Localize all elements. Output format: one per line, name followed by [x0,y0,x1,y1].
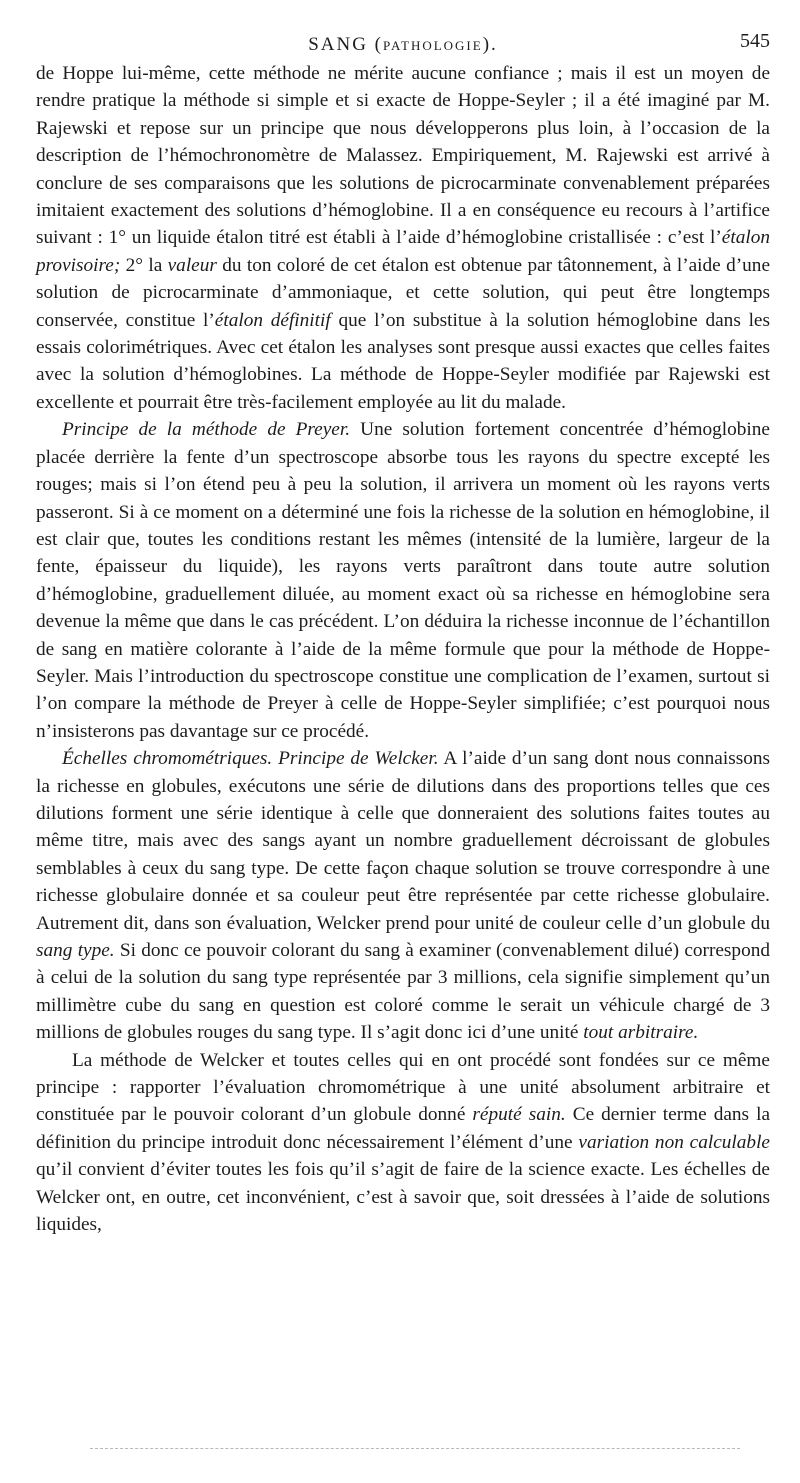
running-head [36,0,770,60]
page-number: 545 [740,30,770,52]
p2-text: Une solution fortement concentrée d’hémoglobine placée derrière la fente d’un spectroscope absorbe tous les rayons du spectre excepté les rouges; mais si l’on étend peu à peu la solution, il arrivera un moment où les rayons verts passeront. Si à ce moment on a déterminé une fois la richesse de la solution en hémoglobine, il est clair que, toutes les conditions restant les mêmes (intensité de la lumière, largeur de la fente, épaisseur du liquide), les rayons verts paraîtront dans toute autre solution d’hémoglobine, graduellement diluée, au moment exact où sa richesse en hémoglobine sera devenue la même que dans le cas précédent. L’on déduira la richesse inconnue de l’échantillon de sang en matière colorante à l’aide de la même formule que pour la méthode de Hoppe-Seyler. Mais l’introduction du spectroscope constitue une complication de l’examen, surtout si l’on compare la méthode de Preyer à celle de Hoppe-Seyler simplifiée; c’est pourquoi nous n’insisterons pas davantage sur ce procédé. [36,419,770,742]
p1-italic-valeur: valeur [167,254,217,276]
section-heading-preyer: Principe de la méthode de Preyer. [62,419,351,441]
p4-italic-variation-non-calculable: variation non calculable [578,1131,770,1153]
p4-text-3: qu’il convient d’éviter toutes les fois qu’il s’agit de faire de la science exacte. Les échelles de Welcker ont, en outre, cet inconvénient, c’est à savoir que, soit dressées à l’aide de solutions liquides, [36,1159,770,1236]
p1-text-2: 2° la [120,254,168,276]
p1-italic-etalon-definitif: étalon définitif [214,309,331,331]
p1-text-3: du ton coloré de cet étalon est obtenue par tâtonnement, à l’aide d’une solution de picrocarminate d’ammoniaque, et cette solution, qui peut être longtemps conservée, constitue l’ [36,254,770,331]
p4-text-1: La méthode de Welcker et toutes celles qui en ont procédé sont fondées sur ce même principe : rapporter l’évaluation chromométrique à une unité absolument arbitraire et constituée par le pouvoir colorant d’un globule donné [36,1049,770,1126]
paragraph-welcker [36,745,770,1046]
p4-text-2: Ce dernier terme dans la définition du principe introduit donc nécessairement l’élément d’une [36,1104,771,1153]
p3-italic-tout-arbitraire: tout arbitraire. [583,1022,699,1044]
running-head-title-main: SANG ( [308,34,384,55]
running-head-title-end: ). [482,34,498,55]
footer-bleed-line [90,1448,740,1449]
p3-italic-sang-type: sang type. [36,940,115,961]
body-text [36,60,770,1238]
p1-text-4: que l’on substitue à la solution hémoglobine dans les essais colorimétriques. Avec cet étalon les analyses sont presque aussi exactes que celles faites avec la solution d’hémoglobines. La méthode de Hoppe-Seyler modifiée par Rajewski est excellente et pourrait être très-facilement employée au lit du malade. [36,309,770,413]
paragraph-preyer [36,416,770,745]
running-head-title-small-caps: PATHOLOGIE [383,38,483,53]
running-head-title [36,34,770,56]
paragraph-hoppe-rajewski [36,60,770,416]
p4-italic-repute-sain: réputé sain. [472,1104,566,1126]
p3-text-1: A l’aide d’un sang dont nous connaissons la richesse en globules, exécutons une série de dilutions dans des proportions telles que ces dilutions forment une série identique à celle que donneraient des solutions faites toutes au même titre, mais avec des sangs ayant un nombre graduellement décroissant de globules semblables à ceux du sang type. De cette façon chaque solution se trouve correspondre à une richesse globulaire donnée et sa couleur peut être représentée par cette richesse globulaire. Autrement dit, dans son évaluation, Welcker prend pour unité de couleur celle d’un globule du [36,748,770,934]
p3-text-2: Si donc ce pouvoir colorant du sang à examiner (convenablement dilué) correspond à celui de la solution du sang type représentée par 3 millions, cela signifie simplement qu’un millimètre cube du sang en question est coloré comme le serait un véhicule chargé de 3 millions de globules rouges du sang type. Il s’agit donc ici d’une unité [36,940,770,1044]
p1-text-1: de Hoppe lui-même, cette méthode ne mérite aucune confiance ; mais il est un moyen de rendre pratique la méthode si simple et si exacte de Hoppe-Seyler ; il a été imaginé par M. Rajewski et repose sur un principe que nous développerons plus loin, à l’occasion de la description de l’hémochronomètre de Malassez. Empiriquement, M. Rajewski est arrivé à conclure de ses comparaisons que les solutions de picrocarminate convenablement préparées imitaient exactement des solutions d’hémoglobine. Il a en conséquence eu recours à l’artifice suivant : 1° un liquide étalon titré est établi à l’aide d’hémoglobine cristallisée : c’est l’ [36,63,770,249]
paragraph-welcker-method [36,1047,770,1239]
section-heading-welcker: Échelles chromométriques. Principe de Welcker. [62,748,439,770]
p1-italic-etalon-provisoire: étalon provisoire; [36,227,770,276]
